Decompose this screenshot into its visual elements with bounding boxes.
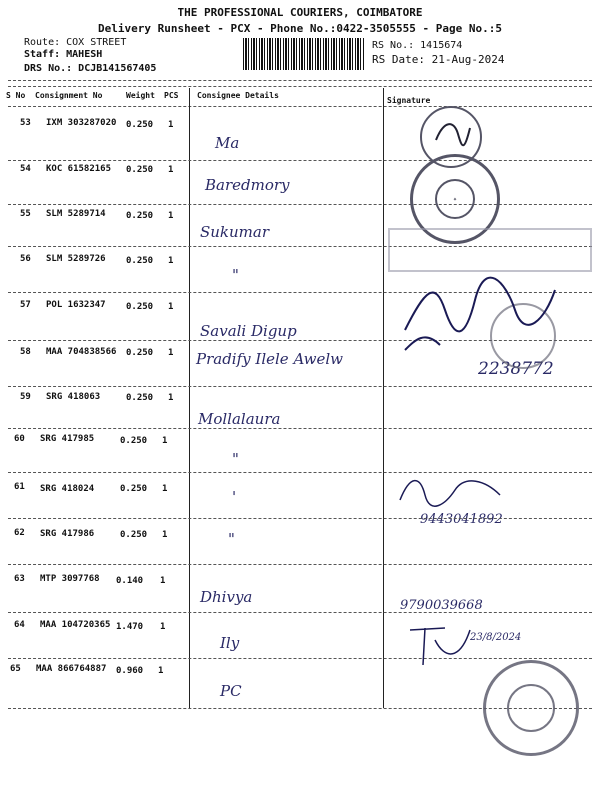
row-consignment-no: SLM 5289726	[46, 254, 106, 264]
col-signature: Signature	[387, 96, 431, 105]
table-row	[0, 114, 600, 158]
table-header-divider	[8, 106, 592, 107]
stamp-inner-ring	[507, 684, 555, 732]
row-consignee-handwriting: "	[228, 530, 235, 548]
row-pcs: 1	[162, 436, 168, 446]
row-divider	[8, 518, 592, 519]
row-consignment-no: SRG 418024	[40, 484, 95, 494]
table-row	[0, 432, 600, 476]
row-signature-handwriting: 23/8/2024	[470, 632, 522, 643]
row-divider	[8, 564, 592, 565]
row-weight: 1.470	[116, 622, 144, 632]
row-divider	[8, 612, 592, 613]
row-sno: 60	[14, 434, 25, 444]
row-weight: 0.250	[120, 530, 148, 540]
row-sno: 59	[20, 392, 31, 402]
row-consignment-no: MAA 704838566	[46, 347, 117, 357]
row-consignment-no: IXM 303287020	[46, 118, 117, 128]
row-consignee-handwriting: Dhivya	[200, 588, 253, 606]
row-weight: 0.250	[120, 436, 148, 446]
row-consignee-handwriting: PC	[220, 682, 242, 700]
row-sno: 55	[20, 209, 31, 219]
row-consignee-handwriting: Pradify Ilele Awelw	[196, 350, 343, 368]
row-pcs: 1	[160, 622, 166, 632]
row-pcs: 1	[158, 666, 164, 676]
row-consignment-no: SRG 417986	[40, 529, 95, 539]
row-weight: 0.250	[126, 211, 154, 221]
header-divider	[8, 80, 592, 81]
row-pcs: 1	[168, 120, 174, 130]
row-weight: 0.960	[116, 666, 144, 676]
row-sno: 62	[14, 528, 25, 538]
row-signature-handwriting: 2238772	[478, 359, 554, 379]
row-weight: 0.140	[116, 576, 144, 586]
col-consignment: Consignment No	[35, 91, 103, 100]
row-consignment-no: POL 1632347	[46, 300, 106, 310]
row-pcs: 1	[168, 211, 174, 221]
row-consignee-handwriting: Sukumar	[200, 223, 270, 241]
row-sno: 58	[20, 347, 31, 357]
row-consignee-handwriting: Ma	[215, 134, 240, 152]
row-consignment-no: MAA 104720365	[40, 620, 111, 630]
row-consignee-handwriting: "	[232, 266, 239, 284]
row-weight: 0.250	[126, 302, 154, 312]
row-sno: 63	[14, 574, 25, 584]
row-consignment-no: SLM 5289714	[46, 209, 106, 219]
row-divider	[8, 386, 592, 387]
row-consignment-no: MAA 866764887	[36, 664, 107, 674]
row-pcs: 1	[162, 484, 168, 494]
row-consignment-no: SRG 418063	[46, 392, 101, 402]
row-weight: 0.250	[126, 120, 154, 130]
row-consignment-no: KOC 61582165	[46, 164, 112, 174]
barcode	[243, 38, 365, 70]
row-consignee-handwriting: Savali Digup	[200, 322, 297, 340]
signature-scribble-icon	[395, 270, 565, 360]
row-pcs: 1	[168, 256, 174, 266]
transport-contractor-stamp	[388, 228, 592, 272]
row-consignee-handwriting: Baredmory	[205, 176, 290, 194]
row-weight: 0.250	[126, 393, 154, 403]
company-title: THE PROFESSIONAL COURIERS, COIMBATORE	[177, 6, 423, 19]
row-sno: 53	[20, 118, 31, 128]
row-sno: 57	[20, 300, 31, 310]
row-pcs: 1	[168, 348, 174, 358]
row-sno: 64	[14, 620, 25, 630]
table-row	[0, 478, 600, 527]
row-consignment-no: SRG 417985	[40, 434, 95, 444]
row-pcs: 1	[168, 393, 174, 403]
staff-label: Staff: MAHESH	[24, 49, 103, 60]
row-sno: 61	[14, 482, 25, 492]
route-label: Route: COX STREET	[24, 37, 127, 48]
table-row	[0, 572, 600, 616]
row-consignee-handwriting: Mollalaura	[198, 410, 281, 428]
col-consignee: Consignee Details	[197, 91, 279, 100]
row-divider	[8, 428, 592, 429]
signature-scribble-icon	[405, 620, 475, 670]
col-weight: Weight	[126, 91, 155, 100]
drs-number: DRS No.: DCJB141567405	[24, 63, 157, 74]
row-pcs: 1	[162, 530, 168, 540]
row-consignee-handwriting: '	[232, 488, 237, 506]
row-divider	[8, 658, 592, 659]
row-pcs: 1	[168, 165, 174, 175]
row-sno: 56	[20, 254, 31, 264]
signature-scribble-icon	[395, 470, 505, 510]
row-consignment-no: MTP 3097768	[40, 574, 100, 584]
stamp-inner-ring: ✦	[435, 179, 475, 219]
header-divider	[8, 86, 592, 87]
row-weight: 0.250	[126, 165, 154, 175]
row-pcs: 1	[160, 576, 166, 586]
table-row	[0, 618, 600, 662]
row-pcs: 1	[168, 302, 174, 312]
table-row	[0, 162, 600, 206]
row-weight: 0.250	[120, 484, 148, 494]
col-sno: S No	[6, 91, 26, 100]
table-row	[0, 524, 600, 568]
rs-number: RS No.: 1415674	[372, 40, 463, 51]
rs-date: RS Date: 21-Aug-2024	[372, 53, 505, 66]
row-signature-handwriting: 9443041892	[420, 512, 503, 527]
row-weight: 0.250	[126, 256, 154, 266]
row-divider	[8, 160, 592, 161]
row-signature-handwriting: 9790039668	[400, 598, 483, 613]
row-consignee-handwriting: "	[232, 450, 239, 468]
row-weight: 0.250	[126, 348, 154, 358]
phoenix-controls-stamp	[483, 660, 579, 756]
col-pcs: PCS	[164, 91, 179, 100]
row-sno: 54	[20, 164, 31, 174]
row-consignee-handwriting: Ily	[220, 634, 240, 652]
runsheet-subtitle: Delivery Runsheet - PCX - Phone No.:0422-3505555 - Page No.:5	[98, 22, 502, 35]
row-sno: 65	[10, 664, 21, 674]
row-divider	[8, 204, 592, 205]
